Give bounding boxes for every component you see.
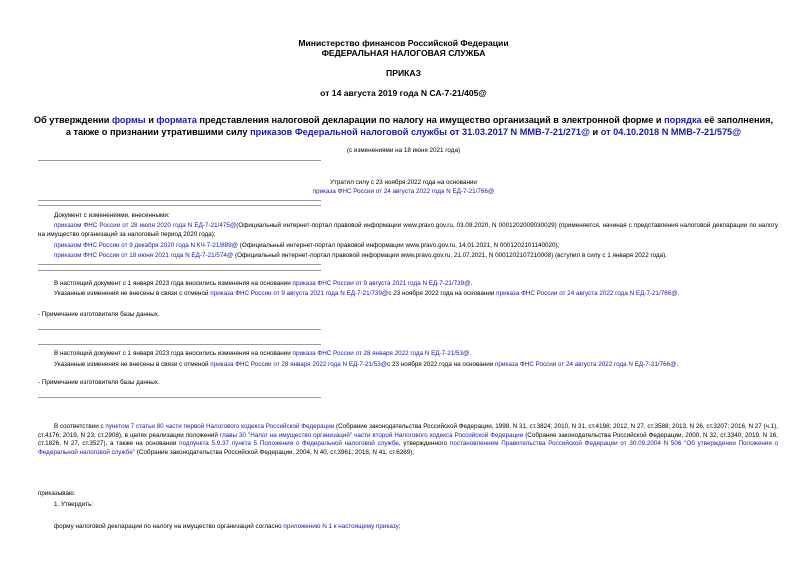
link-change-2020-12[interactable]: приказом ФНС России от 9 декабря 2020 года N КЧ-7-21/889@	[54, 242, 239, 249]
link-order-53[interactable]: приказа ФНС России от 28 января 2022 года N ЕД-7-21/53@	[292, 350, 470, 357]
divider	[38, 160, 321, 161]
divider	[38, 200, 321, 201]
link-appendix-1[interactable]: приложению N 1 к настоящему приказу	[283, 523, 399, 530]
basis-paragraph: В соответствии с пунктом 7 статьи 80 части первой Налогового кодекса Российской Федерации (Собрание законодательства Российской Федерации, 1998, N 31, ст.3824; 2010, N 31, ст.4198; 2012, N 27, ст.3588; 2013, N 26, ст.3207; 2016, N 27 (ч.1), ст.4176; 2019, N 23, ст.2908), в целях реализации положений главы 30 "Налог на имущество организаций" части второй Налогового кодекса Российской Федерации (Собрание законодательства Российской Федерации, 2000, N 32, ст.3340; 2019, N 16, ст.1826, N 27, ст.3527), а также на основании подпункта 5.9.37 пункта 5 Положения о Федеральной налоговой службе, утвержденного постановлением Правительства Российской Федерации от 30.09.2004 N 506 "Об утверждении Положения о Федеральной налоговой службе" (Собрание законодательства Российской Федерации, 2004, N 40, ст.3961; 2018, N 41, ст.6269),	[38, 423, 778, 457]
note2-paragraph-1: В настоящий документ с 1 января 2023 года вносились изменения на основании приказа ФНС России от 28 января 2022 года N ЕД-7-21/53@.	[54, 350, 472, 357]
changes-intro: Документ с изменениями, внесенными:	[54, 212, 170, 219]
divider	[38, 264, 321, 265]
divider	[38, 329, 321, 330]
link-order-739[interactable]: приказа ФНС России от 9 августа 2021 года N ЕД-7-21/739@	[210, 290, 389, 297]
service-name: ФЕДЕРАЛЬНАЯ НАЛОГОВАЯ СЛУЖБА	[321, 48, 486, 58]
doc-date-number: от 14 августа 2019 года N СА-7-21/405@	[320, 88, 487, 98]
link-invalidating-order[interactable]: приказа ФНС России от 24 августа 2022 года N ЕД-7-21/766@	[312, 188, 495, 195]
order-item-1: 1. Утвердить:	[54, 501, 94, 508]
link-order-739[interactable]: приказа ФНС России от 9 августа 2021 года N ЕД-7-21/739@	[292, 280, 471, 287]
doc-title: Об утверждении формы и формата представления налоговой декларации по налогу на имущество организаций в электронной форме и порядка её заполнения, а также о признании утратившими силу приказов Федеральной налоговой службы от 31.03.2017 N ММВ-7-21/271@ и от 04.10.2018 N ММВ-7-21/575@	[33, 115, 774, 137]
note1-paragraph-1: В настоящий документ с 1 января 2023 года вносились изменения на основании приказа ФНС России от 9 августа 2021 года N ЕД-7-21/739@.	[54, 280, 473, 287]
doc-type: ПРИКАЗ	[386, 68, 421, 78]
link-fns-regulation[interactable]: подпункта 5.9.37 пункта 5 Положения о Федеральной налоговой службе	[179, 440, 399, 448]
link-government-decree[interactable]: постановлением Правительства Российской Федерации от 30.09.2004 N 506 "Об утверждении Положения о Федеральной налоговой службе"	[38, 440, 778, 457]
link-tax-code-art80[interactable]: пунктом 7 статьи 80 части первой Налогового кодекса Российской Федерации	[105, 423, 335, 430]
link-tax-code-ch30[interactable]: главы 30 "Налог на имущество организаций" части второй Налогового кодекса Российской Федерации	[219, 431, 524, 439]
divider	[38, 205, 321, 206]
divider	[38, 344, 321, 345]
invalidation-link-line	[0, 188, 807, 197]
order-word: приказываю:	[38, 490, 76, 497]
revision-note: (с изменениями на 18 июня 2021 года)	[346, 147, 461, 154]
change-entry-1: приказом ФНС России от 28 июля 2020 года N ЕД-7-21/475@(Официальный интернет-портал правовой информации www.pravo.gov.ru, 03.09.2020, N 0001202009030029) (применяется, начиная с представления налоговой декларации по налогу на имущество организаций за налоговый период 2020 года);	[38, 222, 778, 238]
ministry-name: Министерство финансов Российской Федерации	[298, 38, 509, 48]
link-change-2021-06[interactable]: приказом ФНС России от 18 июня 2021 года N ЕД-7-21/574@	[54, 252, 234, 259]
link-order-766[interactable]: приказа ФНС России от 24 августа 2022 года N ЕД-7-21/766@	[496, 290, 678, 297]
link-order-766[interactable]: приказа ФНС России от 24 августа 2022 года N ЕД-7-21/766@	[495, 361, 677, 368]
divider	[38, 270, 321, 271]
link-procedure[interactable]: порядка	[664, 115, 702, 125]
invalidation-text: Утратил силу с 23 ноября 2022 года на основании	[330, 179, 477, 186]
link-change-2020-07[interactable]: приказом ФНС России от 28 июля 2020 года N ЕД-7-21/475@	[54, 222, 237, 229]
link-form[interactable]: формы	[111, 115, 146, 125]
order-form-line: форму налоговой декларации по налогу на имущество организаций согласно приложению N 1 к настоящему приказу;	[54, 523, 401, 530]
change-entry-3: приказом ФНС России от 18 июня 2021 года N ЕД-7-21/574@ (Официальный интернет-портал правовой информации www.pravo.gov.ru, 21.07.2021, N 0001202107210008) (вступил в силу с 1 января 2022 года).	[54, 252, 668, 259]
change-entry-2: приказом ФНС России от 9 декабря 2020 года N КЧ-7-21/889@ (Официальный интернет-портал правовой информации www.pravo.gov.ru, 14.01.2021, N 0001202101140020);	[54, 242, 560, 249]
link-format[interactable]: формата	[156, 115, 197, 125]
link-order-2017[interactable]: приказов Федеральной налоговой службы от 31.03.2017 N ММВ-7-21/271@	[250, 127, 590, 137]
divider	[38, 397, 321, 398]
note1-maker-note: - Примечание изготовителя базы данных.	[38, 311, 160, 318]
note1-paragraph-2: Указанные изменения не внесены в связи с отменой приказа ФНС России от 9 августа 2021 года N ЕД-7-21/739@с 23 ноября 2022 года на основании приказа ФНС России от 24 августа 2022 года N ЕД-7-21/766@.	[54, 290, 680, 297]
link-order-2018[interactable]: от 04.10.2018 N ММВ-7-21/575@	[600, 127, 742, 137]
link-order-53[interactable]: приказа ФНС России от 28 января 2022 года N ЕД-7-21/53@	[210, 361, 388, 368]
note2-paragraph-2: Указанные изменения не внесены в связи с отменой приказа ФНС России от 28 января 2022 года N ЕД-7-21/53@с 23 ноября 2022 года на основании приказа ФНС России от 24 августа 2022 года N ЕД-7-21/766@.	[54, 361, 679, 368]
note2-maker-note: - Примечание изготовителя базы данных.	[38, 379, 160, 386]
